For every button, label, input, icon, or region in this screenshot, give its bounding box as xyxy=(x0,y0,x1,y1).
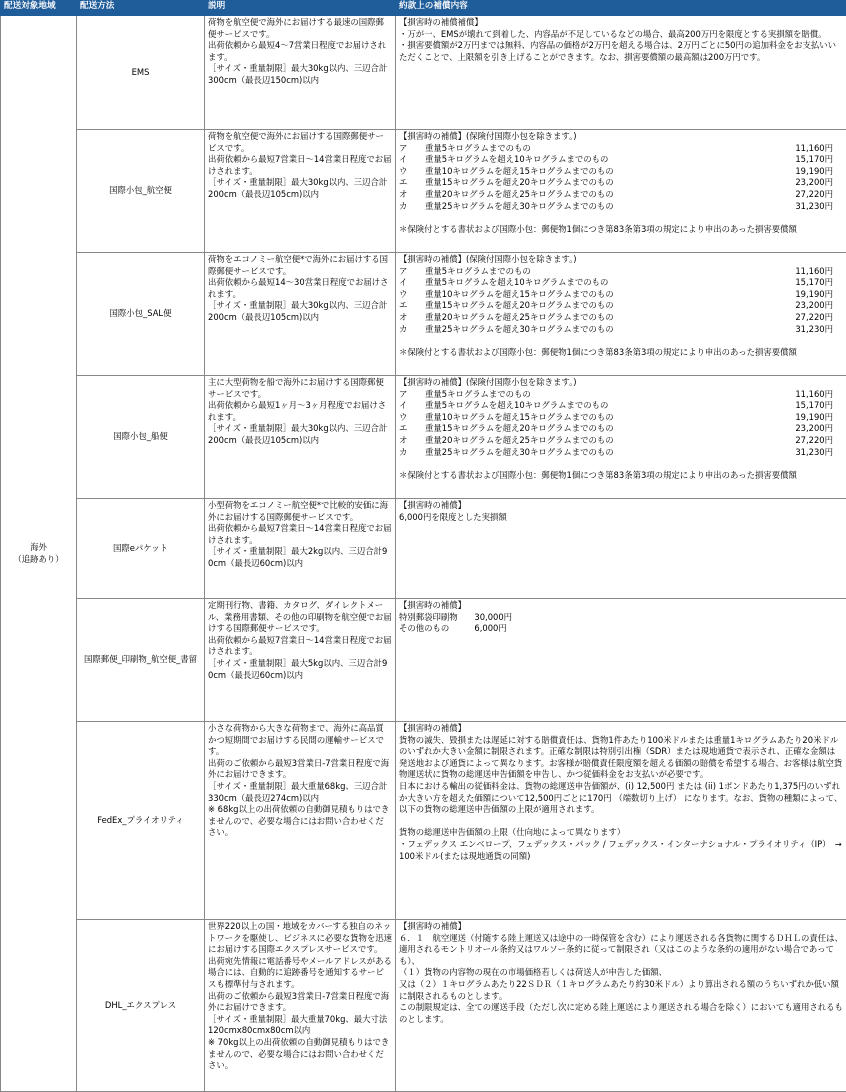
spacer xyxy=(399,458,843,470)
tier-key: イ xyxy=(399,154,425,166)
description-line: 出荷宛先情報に電話番号やメールアドレスがある場合には、自動的に追跡番号を通知するサービスも標準付与されます。 xyxy=(208,956,392,991)
description-cell xyxy=(205,722,396,920)
method-cell: 国際小包_船便 xyxy=(77,376,205,499)
description-line: 出荷依頼から最短7営業日〜14営業日程度でお届けされます。 xyxy=(208,635,392,658)
header-compensation: 約款上の補償内容 xyxy=(396,1,846,16)
compensation-cell xyxy=(396,599,846,722)
compensation-line: 又は（２）１キログラムあたり22ＳＤＲ（１キログラムあたり約30米ドル）より算出される額のうちいずれか低い額 xyxy=(399,979,843,991)
tier-amount: 19,190円 xyxy=(781,289,843,301)
compensation-line: 【損害時の補償補償】 xyxy=(399,17,843,29)
compensation-note: ＊保険付とする書状および国際小包：郵便物1個につき第83条第3項の規定により申出のあった損害要償額 xyxy=(399,224,843,236)
description-line: ［サイズ・重量制限］最大30kg以内、三辺合計200cm（最長辺105cm)以内 xyxy=(208,423,392,446)
tier-weight: 重量20キログラムを超え25キログラムまでのもの xyxy=(425,312,781,324)
header-region: 配送対象地域 xyxy=(1,1,77,16)
tier-weight: 重量5キログラムを超え10キログラムまでのもの xyxy=(425,154,781,166)
tier-weight: 重量10キログラムを超え15キログラムまでのもの xyxy=(425,166,781,178)
description-line: 出荷依頼から最短7営業日〜14営業日程度でお届けされます。 xyxy=(208,154,392,177)
description-cell xyxy=(205,130,396,253)
spacer xyxy=(399,212,843,224)
tier-amount: 15,170円 xyxy=(781,154,843,166)
tier-weight: 重量20キログラムを超え25キログラムまでのもの xyxy=(425,435,781,447)
tier-weight: 重量5キログラムを超え10キログラムまでのもの xyxy=(425,400,781,412)
tier-key: イ xyxy=(399,277,425,289)
compensation-line: に制限されるものとします。 xyxy=(399,991,843,1003)
tier-amount: 31,230円 xyxy=(781,201,843,213)
tier-key: カ xyxy=(399,324,425,336)
tier-amount: 31,230円 xyxy=(781,324,843,336)
table-row xyxy=(1,16,846,130)
tier-weight: 重量15キログラムを超え20キログラムまでのもの xyxy=(425,177,781,189)
compensation-line: 貨物の総運送申告価額の上限（仕向地によって異なります） xyxy=(399,827,843,839)
description-cell xyxy=(205,599,396,722)
table-row xyxy=(1,722,846,920)
compensation-tier xyxy=(399,143,843,155)
tier-key: エ xyxy=(399,177,425,189)
description-cell xyxy=(205,920,396,1092)
description-line: ［サイズ・重量制限］最大30kg以内、三辺合計300cm（最長辺150cm)以内 xyxy=(208,63,392,86)
tier-amount: 23,200円 xyxy=(781,300,843,312)
description-line: ［サイズ・重量制限］最大30kg以内、三辺合計200cm（最長辺105cm)以内 xyxy=(208,300,392,323)
description-line: ［サイズ・重量制限］最大重量68kg、三辺合計330cm（最長辺274cm)以内 xyxy=(208,781,392,804)
tier-weight: 重量25キログラムを超え30キログラムまでのもの xyxy=(425,324,781,336)
description-cell xyxy=(205,16,396,130)
tier-amount: 11,160円 xyxy=(781,143,843,155)
description-cell xyxy=(205,376,396,499)
tier-key: カ xyxy=(399,447,425,459)
compensation-line: ・万が一、EMSが壊れて到着した、内容品が不足しているなどの場合、最高200万円を限度とする実損額を賠償。 xyxy=(399,29,843,41)
tier-key: イ xyxy=(399,400,425,412)
region-label: 海外 （追跡あり） xyxy=(4,542,73,565)
tier-key: オ xyxy=(399,435,425,447)
tier-amount: 31,230円 xyxy=(781,447,843,459)
description-line: ［サイズ・重量制限］最大30kg以内、三辺合計200cm（最長辺105cm)以内 xyxy=(208,177,392,200)
header-row xyxy=(1,1,846,16)
tier-amount: 19,190円 xyxy=(781,166,843,178)
tier-weight: 重量15キログラムを超え20キログラムまでのもの xyxy=(425,423,781,435)
description-line: 出荷のご依頼から最短3営業日-7営業日程度で海外にお届けできます。 xyxy=(208,758,392,781)
description-line: 小さな荷物から大きな荷物まで、海外に高品質かつ短期間でお届けする民間の運輸サービスです。 xyxy=(208,723,392,758)
description-line: 出荷依頼から最短14〜30営業日程度でお届けされます。 xyxy=(208,277,392,300)
compensation-tier xyxy=(399,277,843,289)
compensation-note: ＊保険付とする書状および国際小包：郵便物1個につき第83条第3項の規定により申出のあった損害要償額 xyxy=(399,347,843,359)
description-cell xyxy=(205,499,396,599)
compensation-tier xyxy=(399,400,843,412)
compensation-heading: 【損害時の補償】(保険付国際小包を除きます。) xyxy=(399,254,843,266)
compensation-line: 貨物の滅失、毀損または遅延に対する賠償責任は、貨物1件あたり100米ドルまたは重量1キログラムあたり20米ドルのいずれか大きい金額に制限されます。正確な制限は特別引出権（SDR）または現地通貨で表示され、正確な金額は発送地および通貨によって異なります。お客様が賠償責任限度額を超える価額の賠償を希望する場合、お客様は航空貨物運送状に貨物の総運送申告価額を申告し、かつ従価料金をお支払いが必要です。 xyxy=(399,735,843,781)
compensation-cell xyxy=(396,722,846,920)
tier-key: ウ xyxy=(399,166,425,178)
tier-key: エ xyxy=(399,300,425,312)
compensation-tier xyxy=(399,312,843,324)
compensation-line: 【損害時の補償】 xyxy=(399,723,843,735)
compensation-tier xyxy=(399,289,843,301)
tier-weight: 重量10キログラムを超え15キログラムまでのもの xyxy=(425,289,781,301)
description-line: ※ 70kg以上の出荷依頼の自動御見積もりはできませんので、必要な場合にはお問い合わせください。 xyxy=(208,1037,392,1072)
compensation-line: ・損害要償額が2万円までは無料、内容品の価格が2万円を超える場合は、2万円ごとに50円の追加料金をお支払いいただくことで、上限額を引き上げることができます。なお、損害要償額の最高額は200万円です。 xyxy=(399,40,843,63)
method-cell: DHL_エクスプレス xyxy=(77,920,205,1092)
compensation-tier xyxy=(399,389,843,401)
description-line: 主に大型荷物を船で海外にお届けする国際郵便サービスです。 xyxy=(208,377,392,400)
compensation-tier xyxy=(399,154,843,166)
spacer xyxy=(399,816,843,828)
table-row xyxy=(1,376,846,499)
description-cell xyxy=(205,253,396,376)
table-row xyxy=(1,599,846,722)
tier-key: ア xyxy=(399,389,425,401)
table-row xyxy=(1,253,846,376)
tier-key: ア xyxy=(399,143,425,155)
tier-key: カ xyxy=(399,201,425,213)
compensation-tier xyxy=(399,300,843,312)
compensation-line: ６．１ 航空運送（付随する陸上運送又は途中の一時保管を含む）により運送される各貨物に関するＤＨＬの責任は、適用されるモントリオール条約又はワルソー条約に従って制限され（又はこのような条約の適用がない場合であっても）、 xyxy=(399,933,843,968)
compensation-line: 【損害時の補償】 xyxy=(399,500,843,512)
tier-weight: 重量25キログラムを超え30キログラムまでのもの xyxy=(425,201,781,213)
description-line: ※ 68kg以上の出荷依頼の自動御見積もりはできませんので、必要な場合にはお問い合わせください。 xyxy=(208,804,392,839)
method-cell: FedEx_プライオリティ xyxy=(77,722,205,920)
compensation-tier xyxy=(399,412,843,424)
method-cell: 国際小包_SAL便 xyxy=(77,253,205,376)
description-line: 定期刊行物、書籍、カタログ、ダイレクトメール、業務用書類、その他の印刷物を航空便でお届けする国際郵便サービスです。 xyxy=(208,600,392,635)
compensation-tier xyxy=(399,423,843,435)
description-line: ［サイズ・重量制限］最大重量70kg、最大寸法120cmx80cmx80cm以内 xyxy=(208,1014,392,1037)
compensation-tier xyxy=(399,324,843,336)
header-method: 配送方法 xyxy=(77,1,205,16)
description-line: 荷物を航空便で海外にお届けする最速の国際郵便サービスです。 xyxy=(208,17,392,40)
tier-amount: 27,220円 xyxy=(781,189,843,201)
compensation-cell xyxy=(396,130,846,253)
table-row xyxy=(1,499,846,599)
tier-weight: 重量5キログラムまでのもの xyxy=(425,389,781,401)
description-line: 世界220以上の国・地域をカバーする独自のネットワークを駆使し、ビジネスに必要な貨物を迅速にお届けする国際エクスプレスサービスです。 xyxy=(208,921,392,956)
region-cell xyxy=(1,16,77,1092)
tier-amount: 11,160円 xyxy=(781,389,843,401)
compensation-cell xyxy=(396,16,846,130)
method-cell: 国際郵便_印刷物_航空便_書留 xyxy=(77,599,205,722)
tier-key: ウ xyxy=(399,289,425,301)
compensation-tier xyxy=(399,201,843,213)
description-line: 小型荷物をエコノミー航空便*で比較的安価に海外にお届けする国際郵便サービスです。 xyxy=(208,500,392,523)
header-description: 説明 xyxy=(205,1,396,16)
tier-amount: 23,200円 xyxy=(781,177,843,189)
tier-key: ア xyxy=(399,266,425,278)
tier-weight: 重量10キログラムを超え15キログラムまでのもの xyxy=(425,412,781,424)
spacer xyxy=(399,335,843,347)
compensation-tier xyxy=(399,166,843,178)
compensation-line: 6,000円を限度とした実損額 xyxy=(399,512,843,524)
tier-key: オ xyxy=(399,189,425,201)
compensation-line: （１）貨物の内容物の現在の市場価格若しくは荷送人が申告した価額、 xyxy=(399,967,843,979)
tier-weight: 重量20キログラムを超え25キログラムまでのもの xyxy=(425,189,781,201)
compensation-cell xyxy=(396,253,846,376)
tier-amount: 19,190円 xyxy=(781,412,843,424)
method-cell: EMS xyxy=(77,16,205,130)
description-line: 出荷依頼から最短1ヶ月〜3ヶ月程度でお届けされます。 xyxy=(208,400,392,423)
description-line: 出荷依頼から最短4〜7営業日程度でお届けされます。 xyxy=(208,40,392,63)
table-row xyxy=(1,920,846,1092)
compensation-line: ・フェデックス エンベロープ、フェデックス・パック / フェデックス・インターナショナル・プライオリティ（IP） →100米ドル(または現地通貨の同額) xyxy=(399,839,843,862)
description-line: 荷物を航空便で海外にお届けする国際郵便サービスです。 xyxy=(208,131,392,154)
method-cell: 国際小包_航空便 xyxy=(77,130,205,253)
tier-weight: 重量25キログラムを超え30キログラムまでのもの xyxy=(425,447,781,459)
compensation-line: その他のもの 6,000円 xyxy=(399,623,843,635)
compensation-heading: 【損害時の補償】(保険付国際小包を除きます。) xyxy=(399,377,843,389)
compensation-tier xyxy=(399,177,843,189)
tier-amount: 11,160円 xyxy=(781,266,843,278)
description-line: ［サイズ・重量制限］最大5kg以内、三辺合計90cm（最長辺60cm)以内 xyxy=(208,658,392,681)
tier-amount: 15,170円 xyxy=(781,400,843,412)
tier-key: エ xyxy=(399,423,425,435)
compensation-cell xyxy=(396,376,846,499)
compensation-line: この制限規定は、全ての運送手段（ただし次に定める陸上運送により運送される場合を除く）においても適用されるものとします。 xyxy=(399,1002,843,1025)
compensation-tier xyxy=(399,447,843,459)
compensation-tier xyxy=(399,435,843,447)
compensation-heading: 【損害時の補償】(保険付国際小包を除きます。) xyxy=(399,131,843,143)
compensation-line: 【損害時の補償】 xyxy=(399,921,843,933)
description-line: 出荷依頼から最短7営業日〜14営業日程度でお届けされます。 xyxy=(208,523,392,546)
compensation-cell xyxy=(396,499,846,599)
compensation-line: 【損害時の補償】 xyxy=(399,600,843,612)
tier-amount: 23,200円 xyxy=(781,423,843,435)
compensation-note: ＊保険付とする書状および国際小包：郵便物1個につき第83条第3項の規定により申出のあった損害要償額 xyxy=(399,470,843,482)
compensation-tier xyxy=(399,266,843,278)
tier-weight: 重量5キログラムまでのもの xyxy=(425,143,781,155)
tier-amount: 15,170円 xyxy=(781,277,843,289)
compensation-line: 特別郵袋印刷物 30,000円 xyxy=(399,612,843,624)
description-line: 荷物をエコノミー航空便*で海外にお届けする国際郵便サービスです。 xyxy=(208,254,392,277)
table-row xyxy=(1,130,846,253)
compensation-line: 日本における輸出の従価料金は、貨物の総運送申告価額が、(i) 12,500円 または (ii) 1ポンドあたり1,375円のいずれか大きい方を超えた価額について12,500円ごとに170円 （端数切り上げ） になります。なお、貨物の種類によって、以下の貨物の総運送申告価額の上限が適用されます。 xyxy=(399,781,843,816)
tier-amount: 27,220円 xyxy=(781,435,843,447)
tier-weight: 重量15キログラムを超え20キログラムまでのもの xyxy=(425,300,781,312)
tier-weight: 重量5キログラムを超え10キログラムまでのもの xyxy=(425,277,781,289)
description-line: 出荷のご依頼から最短3営業日-7営業日程度で海外にお届けできます。 xyxy=(208,991,392,1014)
description-line: ［サイズ・重量制限］最大2kg以内、三辺合計90cm（最長辺60cm)以内 xyxy=(208,546,392,569)
tier-key: ウ xyxy=(399,412,425,424)
compensation-cell xyxy=(396,920,846,1092)
compensation-tier xyxy=(399,189,843,201)
method-cell: 国際eパケット xyxy=(77,499,205,599)
tier-key: オ xyxy=(399,312,425,324)
tier-amount: 27,220円 xyxy=(781,312,843,324)
tier-weight: 重量5キログラムまでのもの xyxy=(425,266,781,278)
